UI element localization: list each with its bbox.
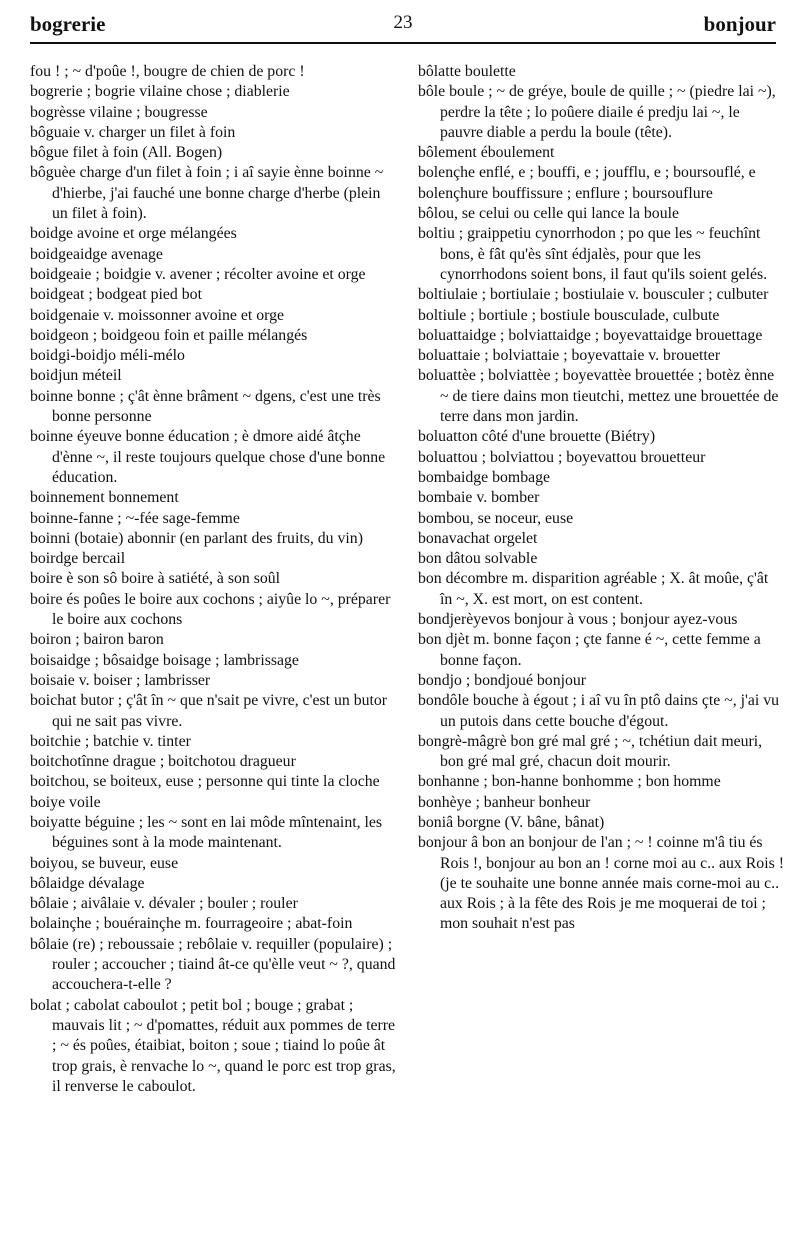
dictionary-entry: boidgeon ; boidgeou foin et paille mélangés	[30, 326, 308, 344]
dictionary-entry: bolat ; cabolat caboulot ; petit bol ; bouge ; grabat ; mauvais lit ; ~ d'pomattes, réduit aux pommes de terre ; ~ és poûes, étaibiat, boiton ; soue ; tiaind lo poûe ât trop grais, è renvache lo ~, quand le porc est trop gras, il renverse le caboulot.	[30, 996, 396, 1095]
dictionary-entry: bombaie v. bomber	[418, 489, 540, 507]
dictionary-entry: bondjerèyevos bonjour à vous ; bonjour ayez-vous	[418, 611, 738, 629]
dictionary-entry: bonhanne ; bon-hanne bonhomme ; bon homme	[418, 773, 721, 791]
dictionary-entry: bonhèye ; banheur bonheur	[418, 793, 591, 811]
running-header	[30, 12, 776, 38]
dictionary-entry: bonjour â bon an bonjour de l'an ; ~ ! coinne m'â tiu és Rois !, bonjour au bon an ! corne moi au c.. aux Rois ! (je te souhaite une bonne année mais corne-moi au c.. aux Rois ; à la fête des Rois je me moquerai de toi ; mon souhait n'est pas	[418, 834, 784, 933]
header-rule	[30, 42, 776, 44]
right-column	[418, 62, 784, 935]
dictionary-entry: bôguaie v. charger un filet à foin	[30, 123, 236, 141]
dictionary-entry: boinne éyeuve bonne éducation ; è dmore aidé âtçhe d'ènne ~, il reste toujours quelque chose d'une bonne éducation.	[30, 428, 386, 486]
dictionary-entry: boinnement bonnement	[30, 489, 179, 507]
dictionary-entry: boire és poûes le boire aux cochons ; aiyûe lo ~, préparer le boire aux cochons	[30, 590, 391, 629]
page-number: 23	[393, 12, 413, 33]
dictionary-entry: bôlatte boulette	[418, 63, 516, 80]
dictionary-entry: boiye voile	[30, 793, 101, 811]
header-last-entry: bonjour	[703, 12, 776, 36]
dictionary-entry: boniâ borgne (V. bâne, bânat)	[418, 813, 605, 831]
dictionary-entry: fou ! ; ~ d'poûe !, bougre de chien de porc !	[30, 63, 305, 80]
dictionary-entry: boltiu ; graippetiu cynorrhodon ; po que les ~ feuchînt bons, è fât qu'ès sînt édjalès, pour que les cynorrhodons soient bons, il faut qu'ils soient gelés.	[418, 225, 768, 283]
dictionary-entry: boisaie v. boiser ; lambrisser	[30, 671, 211, 689]
dictionary-entry: bôle boule ; ~ de gréye, boule de quille ; ~ (piedre lai ~), perdre la tête ; lo poûere diaile é predju lai ~, le pauvre diable a perdu la boule (tête).	[418, 83, 776, 141]
dictionary-entry: bôlaie (re) ; reboussaie ; rebôlaie v. requiller (populaire) ; rouler ; accoucher ; tiaind ât-ce qu'èlle veut ~ ?, quand accouchera-t-elle ?	[30, 935, 396, 994]
dictionary-entry: boltiulaie ; bortiulaie ; bostiulaie v. bousculer ; culbuter	[418, 286, 769, 304]
dictionary-entry: boidgeat ; bodgeat pied bot	[30, 286, 202, 304]
dictionary-entry: boidgi-boidjo méli-mélo	[30, 347, 185, 365]
dictionary-entry: boitchie ; batchie v. tinter	[30, 732, 191, 750]
dictionary-entry: boirdge bercail	[30, 550, 126, 568]
dictionary-entry: boluattaie ; bolviattaie ; boyevattaie v. brouetter	[418, 347, 721, 365]
dictionary-entry: boluatton côté d'une brouette (Biétry)	[418, 428, 656, 446]
dictionary-entry: boidgenaie v. moissonner avoine et orge	[30, 306, 284, 324]
dictionary-entry: bon djèt m. bonne façon ; çte fanne é ~, cette femme a bonne façon.	[418, 631, 761, 669]
dictionary-entry: bon dâtou solvable	[418, 550, 538, 568]
dictionary-entry: bogrerie ; bogrie vilaine chose ; diablerie	[30, 83, 290, 101]
dictionary-entry: boinne-fanne ; ~-fée sage-femme	[30, 509, 240, 527]
dictionary-entry: boidge avoine et orge mélangées	[30, 225, 237, 243]
dictionary-entry: boidjun méteil	[30, 367, 122, 385]
dictionary-entry: bolainçhe ; bouérainçhe m. fourrageoire ; abat-foin	[30, 915, 353, 933]
dictionary-entry: boltiule ; bortiule ; bostiule bousculade, culbute	[418, 306, 720, 324]
dictionary-entry: boluattou ; bolviattou ; boyevattou brouetteur	[418, 448, 706, 466]
dictionary-entry: bolençhe enflé, e ; bouffi, e ; joufflu, e ; boursouflé, e	[418, 164, 756, 182]
dictionary-entry: bolençhure bouffissure ; enflure ; boursouflure	[418, 184, 713, 202]
dictionary-entry: boluattaidge ; bolviattaidge ; boyevattaidge brouettage	[418, 326, 763, 344]
dictionary-entry: bon décombre m. disparition agréable ; X. ât moûe, ç'ât în ~, X. est mort, on est content.	[418, 570, 769, 608]
dictionary-entry: bôguèe charge d'un filet à foin ; i aî sayie ènne boinne ~ d'hierbe, j'ai fauché une bonne charge d'herbe (plein un filet à foin).	[30, 164, 384, 223]
dictionary-entry: boitchotînne drague ; boitchotou dragueur	[30, 753, 296, 771]
dictionary-entry: bôlou, se celui ou celle qui lance la boule	[418, 205, 679, 223]
dictionary-entry: boinni (botaie) abonnir (en parlant des fruits, du vin)	[30, 529, 363, 547]
dictionary-entry: boichat butor ; ç'ât în ~ que n'sait pe vivre, c'est un butor qui ne sait pas vivre.	[30, 692, 388, 730]
dictionary-entry: boidgeaie ; boidgie v. avener ; récolter avoine et orge	[30, 265, 366, 283]
dictionary-entry: bogrèsse vilaine ; bougresse	[30, 103, 208, 121]
dictionary-entry: boiyou, se buveur, euse	[30, 854, 179, 872]
dictionary-entry: bôlaidge dévalage	[30, 874, 145, 892]
dictionary-entry: bôlement éboulement	[418, 144, 555, 162]
dictionary-entry: bôgue filet à foin (All. Bogen)	[30, 144, 223, 162]
dictionary-entry: boiron ; bairon baron	[30, 631, 164, 649]
dictionary-entry: boluattèe ; bolviattèe ; boyevattèe brouettée ; botèz ènne ~ de tiere dains mon tieutchi, mettez une brouettée de terre dans mon jardin.	[418, 367, 779, 426]
dictionary-entry: boire è son sô boire à satiété, à son soûl	[30, 570, 281, 588]
left-column	[30, 62, 396, 1097]
dictionary-entry: bondôle bouche à égout ; i aî vu în ptô dains çte ~, j'ai vu un putois dans cette bouche d'égout.	[418, 692, 780, 730]
dictionary-entry: boitchou, se boiteux, euse ; personne qui tinte la cloche	[30, 773, 380, 791]
dictionary-entry: bôlaie ; aivâlaie v. dévaler ; bouler ; rouler	[30, 895, 298, 913]
header-first-entry: bogrerie	[30, 12, 106, 36]
dictionary-entry: bondjo ; bondjoué bonjour	[418, 671, 587, 689]
dictionary-entry: bombou, se noceur, euse	[418, 509, 574, 527]
dictionary-entry: boinne bonne ; ç'ât ènne brâment ~ dgens, c'est une très bonne personne	[30, 387, 381, 426]
dictionary-entry: bongrè-mâgrè bon gré mal gré ; ~, tchétiun dait meuri, bon gré mal gré, chacun doit mourir.	[418, 732, 763, 771]
dictionary-entry: boidgeaidge avenage	[30, 245, 163, 263]
dictionary-entry: bonavachat orgelet	[418, 529, 538, 547]
dictionary-entry: boisaidge ; bôsaidge boisage ; lambrissage	[30, 651, 299, 669]
dictionary-entry: boiyatte béguine ; les ~ sont en lai môde mîntenaint, les béguines sont à la mode maintenant.	[30, 813, 383, 852]
dictionary-entry: bombaidge bombage	[418, 468, 551, 486]
